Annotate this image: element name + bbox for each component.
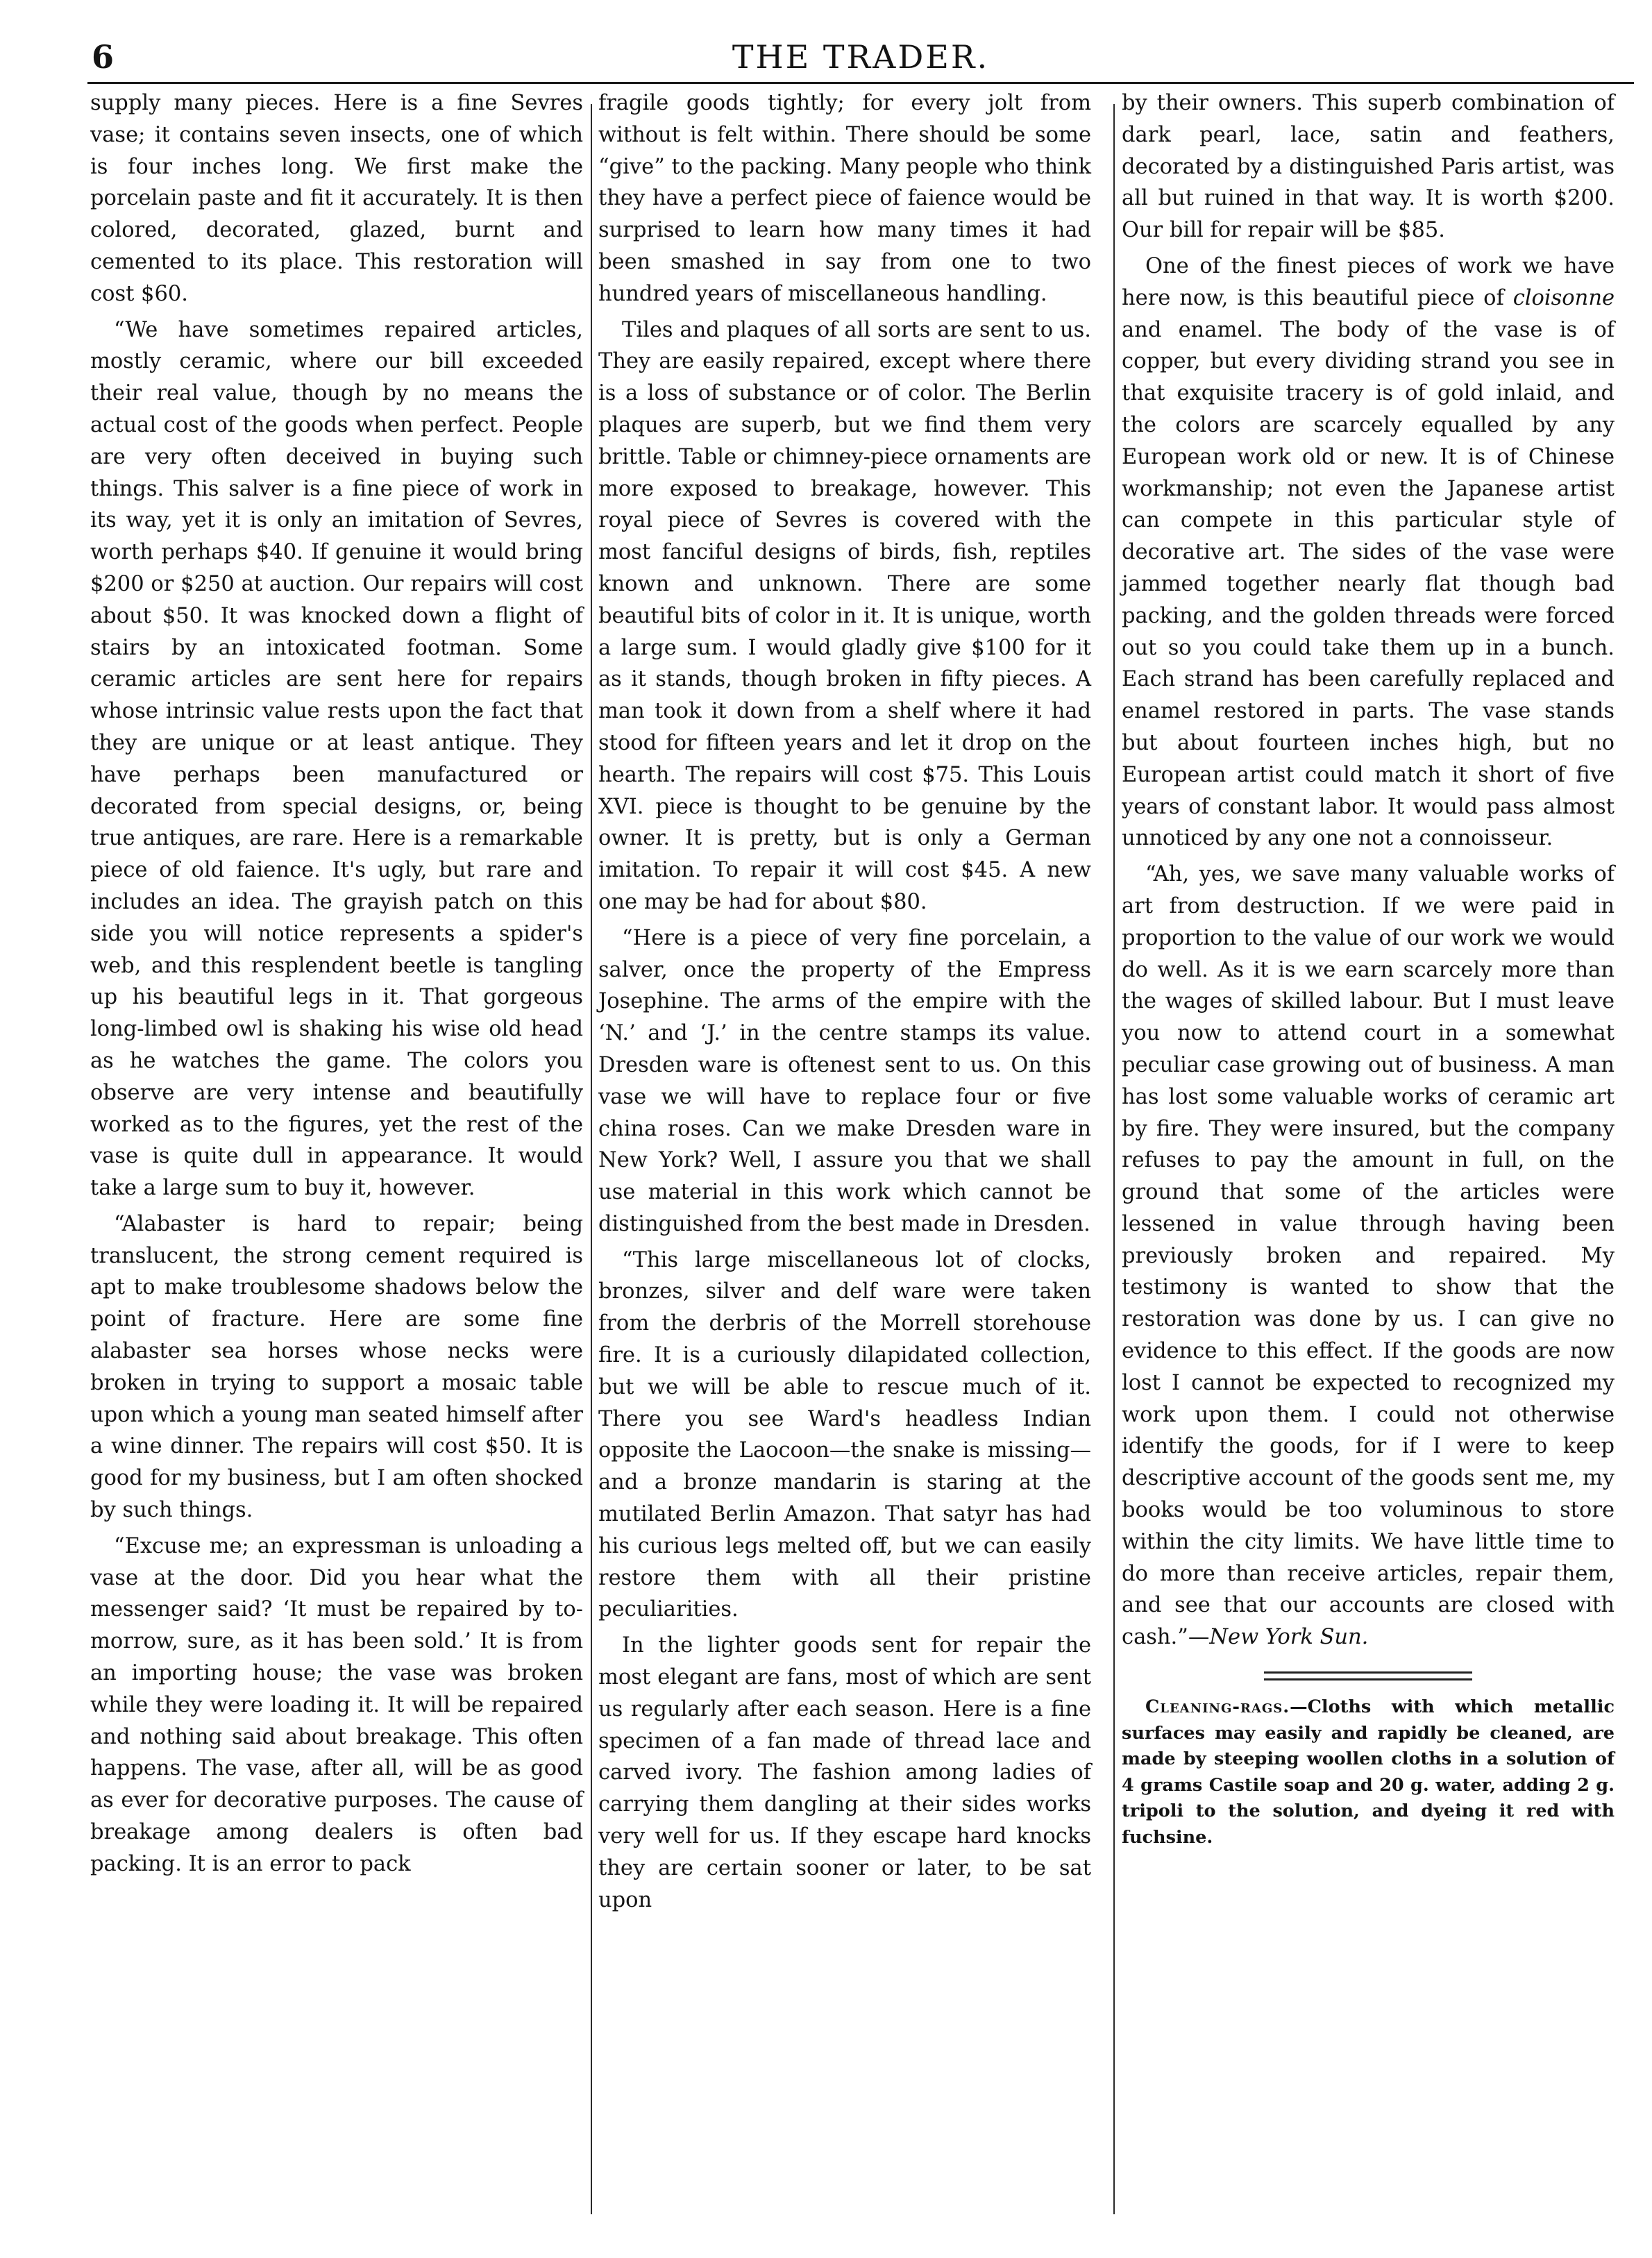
paragraph: by their owners. This superb combination of dark pearl, lace, satin and feathers, decorated by a distinguished Paris artist, was all but ruined in that way. It is worth $200. Our bill for repair will be $85.	[1122, 91, 1615, 243]
text-run: “Ah, yes, we save many valuable works of art from destruction. If we were paid in proportion to the value of our work we would do well. As it is we earn scarcely more than the wages of skilled labour. But I must leave you now to attend court in a somewhat peculiar case growing out of business. A man has lost some valuable works of ceramic art by fire. They were insured, but the company refuses to pay the amount in full, on the ground that some of the articles were lessened in value through having been previously broken and repaired. My testimony is wanted to show that the restoration was done by us. I can give no evidence to this effect. If the goods are now lost I cannot be expected to recognized my work upon them. I could not otherwise identify the goods, for if I were to keep descriptive account of the goods sent me, my books would be too voluminous to store within the city limits. We have little time to do more than receive articles, repair them, and see that our accounts are closed with cash.”—	[1122, 862, 1615, 1650]
note-paragraph	[1122, 1694, 1615, 1851]
header-rule	[87, 82, 1634, 84]
paragraph: fragile goods tightly; for every jolt from without is felt within. There should be some “give” to the packing. Many people who think they have a perfect piece of faience would be surprised to learn how many times it had been smashed in say from one to two hundred years of miscellaneous handling.	[598, 91, 1091, 306]
section-divider	[1264, 1671, 1472, 1680]
note-body: —Cloths with which metallic surfaces may easily and rapidly be cleaned, are made by steeping woollen cloths in a solution of 4 grams Castile soap and 20 g. water, adding 2 g. tripoli to the solution, and dyeing it red with fuchsine.	[1122, 1696, 1615, 1848]
column-rule	[591, 104, 592, 2214]
paragraph: In the lighter goods sent for repair the most elegant are fans, most of which are sent us regularly after each season. Here is a fine specimen of a fan made of thread lace and carved ivory. The fashion among ladies of carrying them dangling at their sides works very well for us. If they escape hard knocks they are certain sooner or later, to be sat upon	[598, 1633, 1091, 1912]
paragraph: “This large miscellaneous lot of clocks, bronzes, silver and delf ware were taken from the derbris of the Morrell storehouse fire. It is a curiously dilapidated collection, but we will be able to rescue much of it. There you see Ward's headless Indian opposite the Laocoon—the snake is missing—and a bronze mandarin is staring at the mutilated Berlin Amazon. That satyr has had his curious legs melted off, but we can easily restore them with all their pristine peculiarities.	[598, 1247, 1091, 1622]
paragraph: “Alabaster is hard to repair; being translucent, the strong cement required is apt to make troublesome shadows below the point of fracture. Here are some fine alabaster sea horses whose necks were broken in trying to support a mosaic table upon which a young man seated himself after a wine dinner. The repairs will cost $50. It is good for my business, but I am often shocked by such things.	[90, 1211, 583, 1523]
italic-term: cloisonne	[1512, 285, 1615, 310]
note-title: Cleaning-rags.	[1145, 1696, 1290, 1718]
text-run: and enamel. The body of the vase is of copper, but every dividing strand you see in that exquisite tracery is of gold inlaid, and the colors are scarcely equalled by any European work old or new. It is of Chinese workmanship; not even the Japanese artist can compete in this particular style of decorative art. The sides of the vase were jammed together nearly flat though bad packing, and the golden threads were forced out so you could take them up in a bunch. Each strand has been carefully replaced and enamel restored in parts. The vase stands but about fourteen inches high, but no European artist could match it short of five years of constant labor. It would pass almost unnoticed by any one not a connoisseur.	[1122, 317, 1615, 851]
running-title: THE TRADER.	[732, 38, 990, 76]
source-credit: New York Sun.	[1209, 1625, 1369, 1650]
column-rule	[1113, 104, 1115, 2214]
page-header	[87, 36, 1634, 78]
paragraph: supply many pieces. Here is a fine Sevres vase; it contains seven insects, one of which is four inches long. We first make the porcelain paste and fit it accurately. It is then colored, decorated, glazed, burnt and cemented to its place. This restoration will cost $60.	[90, 91, 583, 306]
paragraph: “We have sometimes repaired articles, mostly ceramic, where our bill exceeded their real value, though by no means the actual cost of the goods when perfect. People are very often deceived in buying such things. This salver is a fine piece of work in its way, yet it is only an imitation of Sevres, worth perhaps $40. If genuine it would bring $200 or $250 at auction. Our repairs will cost about $50. It was knocked down a flight of stairs by an intoxicated footman. Some ceramic articles are sent here for repairs whose intrinsic value rests upon the fact that they are unique or at least antique. They have perhaps been manufactured or decorated from special designs, or, being true antiques, are rare. Here is a remarkable piece of old faience. It's ugly, but rare and includes an idea. The grayish patch on this side you will notice represents a spider's web, and this resplendent beetle is tangling up his beautiful legs in it. That gorgeous long-limbed owl is shaking his wise old head as he watches the game. The colors you observe are very intense and beautifully worked as to the figures, yet the rest of the vase is quite dull in appearance. It would take a large sum to buy it, however.	[90, 317, 583, 1201]
column-1	[90, 87, 583, 1880]
paragraph: Tiles and plaques of all sorts are sent to us. They are easily repaired, except where there is a loss of substance or of color. The Berlin plaques are superb, but we find them very brittle. Table or chimney-piece ornaments are more exposed to breakage, however. This royal piece of Sevres is covered with the most fanciful designs of birds, fish, reptiles known and unknown. There are some beautiful bits of color in it. It is unique, worth a large sum. I would gladly give $100 for it as it stands, though broken in fifty pieces. A man took it down from a shelf where it had stood for fifteen years and let it drop on the hearth. The repairs will cost $75. This Louis XVI. piece is thought to be genuine by the owner. It is pretty, but is only a German imitation. To repair it will cost $45. A new one may be had for about $80.	[598, 317, 1091, 914]
text-run: One of the finest pieces of work we have here now, is this beautiful piece of	[1122, 253, 1615, 310]
paragraph	[1122, 859, 1615, 1653]
paragraph: “Excuse me; an expressman is unloading a vase at the door. Did you hear what the messenger said? ‘It must be repaired by to-morrow, sure, as it has been sold.’ It is from an importing house; the vase was broken while they were loading it. It will be repaired and nothing said about breakage. This often happens. The vase, after all, will be as good as ever for decorative purposes. The cause of breakage among dealers is often bad packing. It is an error to pack	[90, 1533, 583, 1876]
paragraph	[1122, 251, 1615, 854]
paragraph: “Here is a piece of very fine porcelain, a salver, once the property of the Empress Josephine. The arms of the empire with the ‘N.’ and ‘J.’ in the centre stamps its value. Dresden ware is oftenest sent to us. On this vase we will have to replace four or five china roses. Can we make Dresden ware in New York? Well, I assure you that we shall use material in this work which cannot be distinguished from the best made in Dresden.	[598, 925, 1091, 1236]
page-number: 6	[92, 38, 115, 76]
column-2	[598, 87, 1091, 1916]
column-3	[1122, 87, 1615, 1851]
